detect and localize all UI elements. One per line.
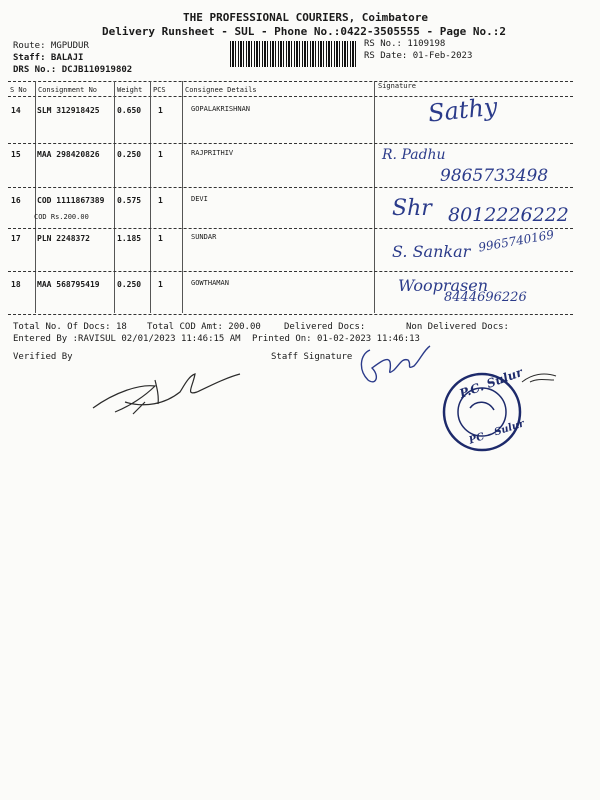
row-consignment: MAA 298420826 (37, 150, 100, 159)
col-divider (374, 81, 375, 313)
verifier-signature (85, 362, 245, 422)
row-sno: 16 (11, 196, 21, 205)
row-divider (8, 228, 573, 229)
col-header-sno: S No (10, 86, 27, 94)
handwritten-phone: 9865733498 (440, 166, 549, 186)
row-divider (8, 143, 573, 144)
row-consignment: COD 1111867389 (37, 196, 105, 205)
total-cod-amount: Total COD Amt: 200.00 (147, 322, 261, 332)
entered-by: Entered By :RAVISUL 02/01/2023 11:46:15 AM (13, 334, 241, 344)
stamp-top-text: P.C. Sulur (457, 365, 525, 401)
col-divider (182, 81, 183, 313)
row-pcs: 1 (158, 106, 163, 115)
handwritten-signature: S. Sankar (392, 242, 471, 261)
barcode (230, 41, 358, 67)
row-consignee: DEVI (191, 195, 208, 203)
col-header-consignment: Consignment No (38, 86, 98, 94)
non-delivered-docs: Non Delivered Docs: (406, 322, 509, 332)
table-bottom-border (8, 314, 573, 315)
verified-by-label: Verified By (13, 352, 73, 362)
row-pcs: 1 (158, 280, 163, 289)
row-consignment: PLN 2248372 (37, 234, 90, 243)
handwritten-signature: Shr (392, 196, 432, 221)
handwritten-signature: R. Padhu (382, 147, 446, 163)
row-consignment: MAA 568795419 (37, 280, 100, 289)
row-divider (8, 271, 573, 272)
row-consignee: GOWTHAMAN (191, 279, 229, 287)
doc-title: THE PROFESSIONAL COURIERS, Coimbatore (183, 11, 429, 24)
row-weight: 0.250 (117, 150, 142, 159)
col-header-weight: Weight (117, 86, 143, 94)
stamp-signature-tail (520, 368, 560, 388)
delivered-docs: Delivered Docs: (284, 322, 366, 332)
row-consignee: GOPALAKRISHNAN (191, 105, 251, 113)
row-weight: 0.650 (117, 106, 142, 115)
handwritten-phone: 8012226222 (448, 204, 569, 226)
doc-subtitle: Delivery Runsheet - SUL - Phone No.:0422-3505555 - Page No.:2 (102, 25, 506, 38)
handwritten-signature: Wooprasen (398, 276, 489, 295)
staff-signature-label: Staff Signature (271, 352, 353, 362)
col-divider (114, 81, 115, 313)
col-header-signature: Signature (378, 82, 416, 90)
row-divider (8, 187, 573, 188)
handwritten-phone: 9965740169 (477, 227, 555, 255)
handwritten-phone: 8444696226 (444, 290, 527, 305)
col-divider (35, 81, 36, 313)
total-docs: Total No. Of Docs: 18 (13, 322, 127, 332)
row-consignee: RAJPRITHIV (191, 149, 234, 157)
col-header-pcs: PCS (153, 86, 166, 94)
row-sno: 14 (11, 106, 21, 115)
row-weight: 1.185 (117, 234, 142, 243)
route-label: Route: MGPUDUR (13, 41, 89, 51)
row-sno: 15 (11, 150, 21, 159)
handwritten-signature: Sathy (426, 92, 499, 128)
drs-number: DRS No.: DCJB110919802 (13, 65, 133, 75)
printed-on: Printed On: 01-02-2023 11:46:13 (252, 334, 420, 344)
col-divider (150, 81, 151, 313)
staff-handwritten-signature (350, 340, 450, 390)
row-pcs: 1 (158, 150, 163, 159)
row-pcs: 1 (158, 234, 163, 243)
table-top-border (8, 81, 573, 82)
row-consignment: SLM 312918425 (37, 106, 100, 115)
staff-label: Staff: BALAJI (13, 53, 84, 63)
row-pcs: 1 (158, 196, 163, 205)
row-consignee: SUNDAR (191, 233, 217, 241)
row-weight: 0.250 (117, 280, 142, 289)
row-sno: 17 (11, 234, 21, 243)
rs-number: RS No.: 1109198 (364, 39, 446, 49)
cod-amount: COD Rs.200.00 (34, 213, 89, 221)
row-weight: 0.575 (117, 196, 142, 205)
row-sno: 18 (11, 280, 21, 289)
rs-date: RS Date: 01-Feb-2023 (364, 51, 473, 61)
stamp-bottom-text: PC - Sulur (467, 418, 526, 447)
col-header-consignee: Consignee Details (185, 86, 257, 94)
